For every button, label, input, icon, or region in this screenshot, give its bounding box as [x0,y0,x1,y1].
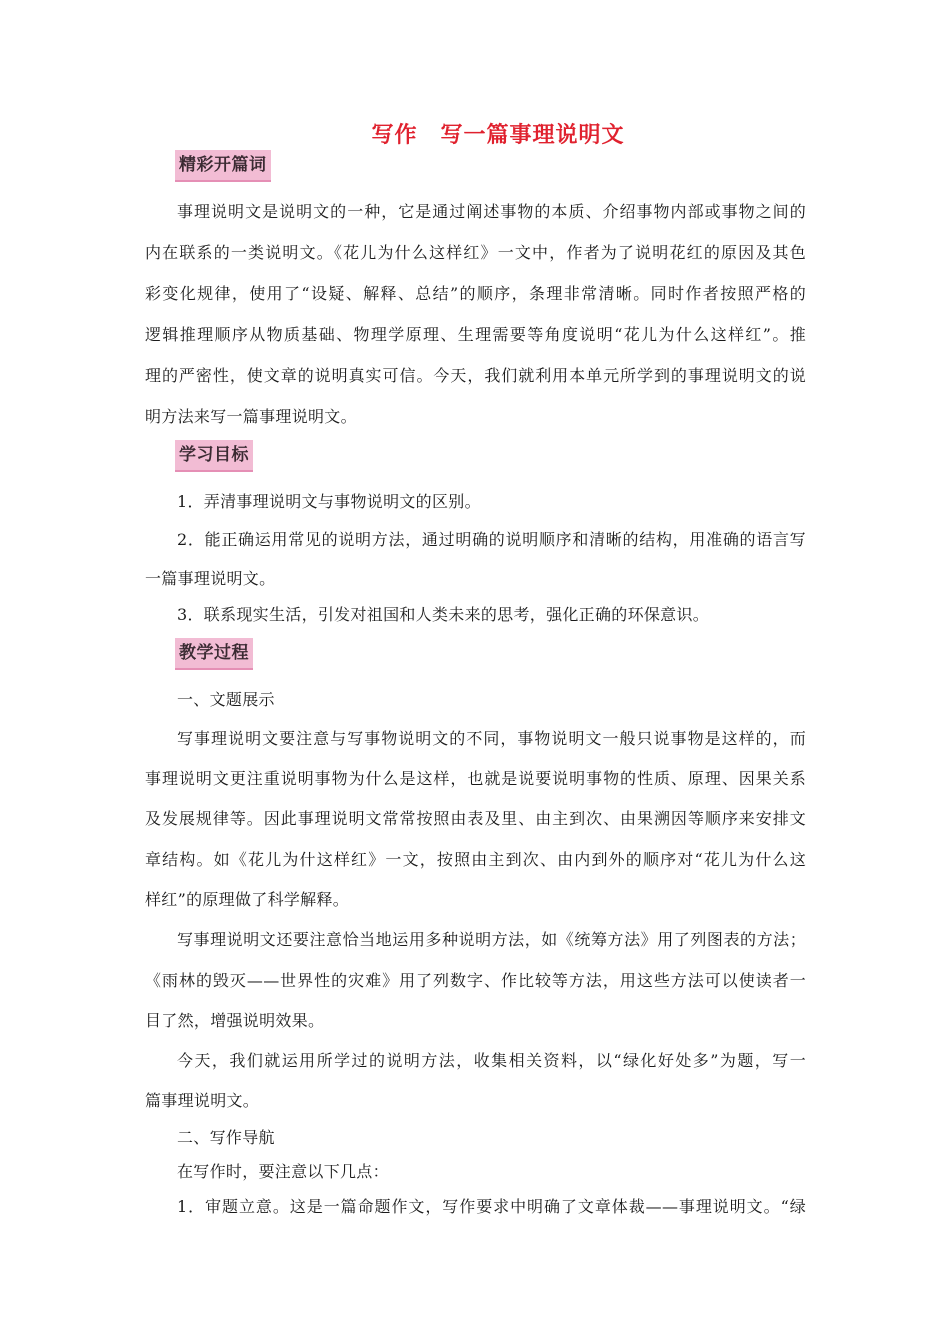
process-paragraph-line: 在写作时，要注意以下几点： [177,1162,389,1181]
process-paragraph-line: 篇事理说明文。 [145,1091,260,1110]
subheading-topic: 一、文题展示 [177,690,275,709]
process-paragraph-line: 样红”的原理做了科学解释。 [145,890,350,909]
section-label-process: 教学过程 [175,638,253,670]
goal-item: 1．弄清事理说明文与事物说明文的区别。 [177,492,481,511]
intro-paragraph-line: 内在联系的一类说明文。《花儿为什么这样红》一文中，作者为了说明花红的原因及其色 [145,243,806,262]
section-label-goals: 学习目标 [175,440,253,472]
process-paragraph-line: 写事理说明文要注意与写事物说明文的不同，事物说明文一般只说事物是这样的，而 [177,729,806,748]
process-paragraph-line: 事理说明文更注重说明事物为什么是这样，也就是说要说明事物的性质、原理、因果关系 [145,769,806,788]
goal-item-continued: 一篇事理说明文。 [145,569,276,588]
process-paragraph-line: 目了然，增强说明效果。 [145,1011,325,1030]
intro-paragraph-line: 事理说明文是说明文的一种，它是通过阐述事物的本质、介绍事物内部或事物之间的 [177,202,806,221]
process-paragraph-line: 1．审题立意。这是一篇命题作文，写作要求中明确了文章体裁——事理说明文。“绿 [177,1197,806,1216]
intro-paragraph-line: 明方法来写一篇事理说明文。 [145,407,357,426]
process-paragraph-line: 《雨林的毁灭——世界性的灾难》用了列数字、作比较等方法，用这些方法可以使读者一 [145,971,806,990]
section-label-intro: 精彩开篇词 [175,150,271,182]
subheading-guide: 二、写作导航 [177,1128,275,1147]
process-paragraph-line: 写事理说明文还要注意恰当地运用多种说明方法，如《统筹方法》用了列图表的方法； [177,930,806,949]
goal-item: 3．联系现实生活，引发对祖国和人类未来的思考，强化正确的环保意识。 [177,605,710,624]
process-paragraph-line: 今天，我们就运用所学过的说明方法，收集相关资料，以“绿化好处多”为题，写一 [177,1051,806,1070]
goal-item: 2．能正确运用常见的说明方法，通过明确的说明顺序和清晰的结构，用准确的语言写 [177,530,806,549]
intro-paragraph-line: 逻辑推理顺序从物质基础、物理学原理、生理需要等角度说明“花儿为什么这样红”。推 [145,325,806,344]
intro-paragraph-line: 理的严密性，使文章的说明真实可信。今天，我们就利用本单元所学到的事理说明文的说 [145,366,806,385]
process-paragraph-line: 及发展规律等。因此事理说明文常常按照由表及里、由主到次、由果溯因等顺序来安排文 [145,809,806,828]
process-paragraph-line: 章结构。如《花儿为什这样红》一文，按照由主到次、由内到外的顺序对“花儿为什么这 [145,850,806,869]
page-title: 写作 写一篇事理说明文 [371,123,625,148]
intro-paragraph-line: 彩变化规律，使用了“设疑、解释、总结”的顺序，条理非常清晰。同时作者按照严格的 [145,284,806,303]
